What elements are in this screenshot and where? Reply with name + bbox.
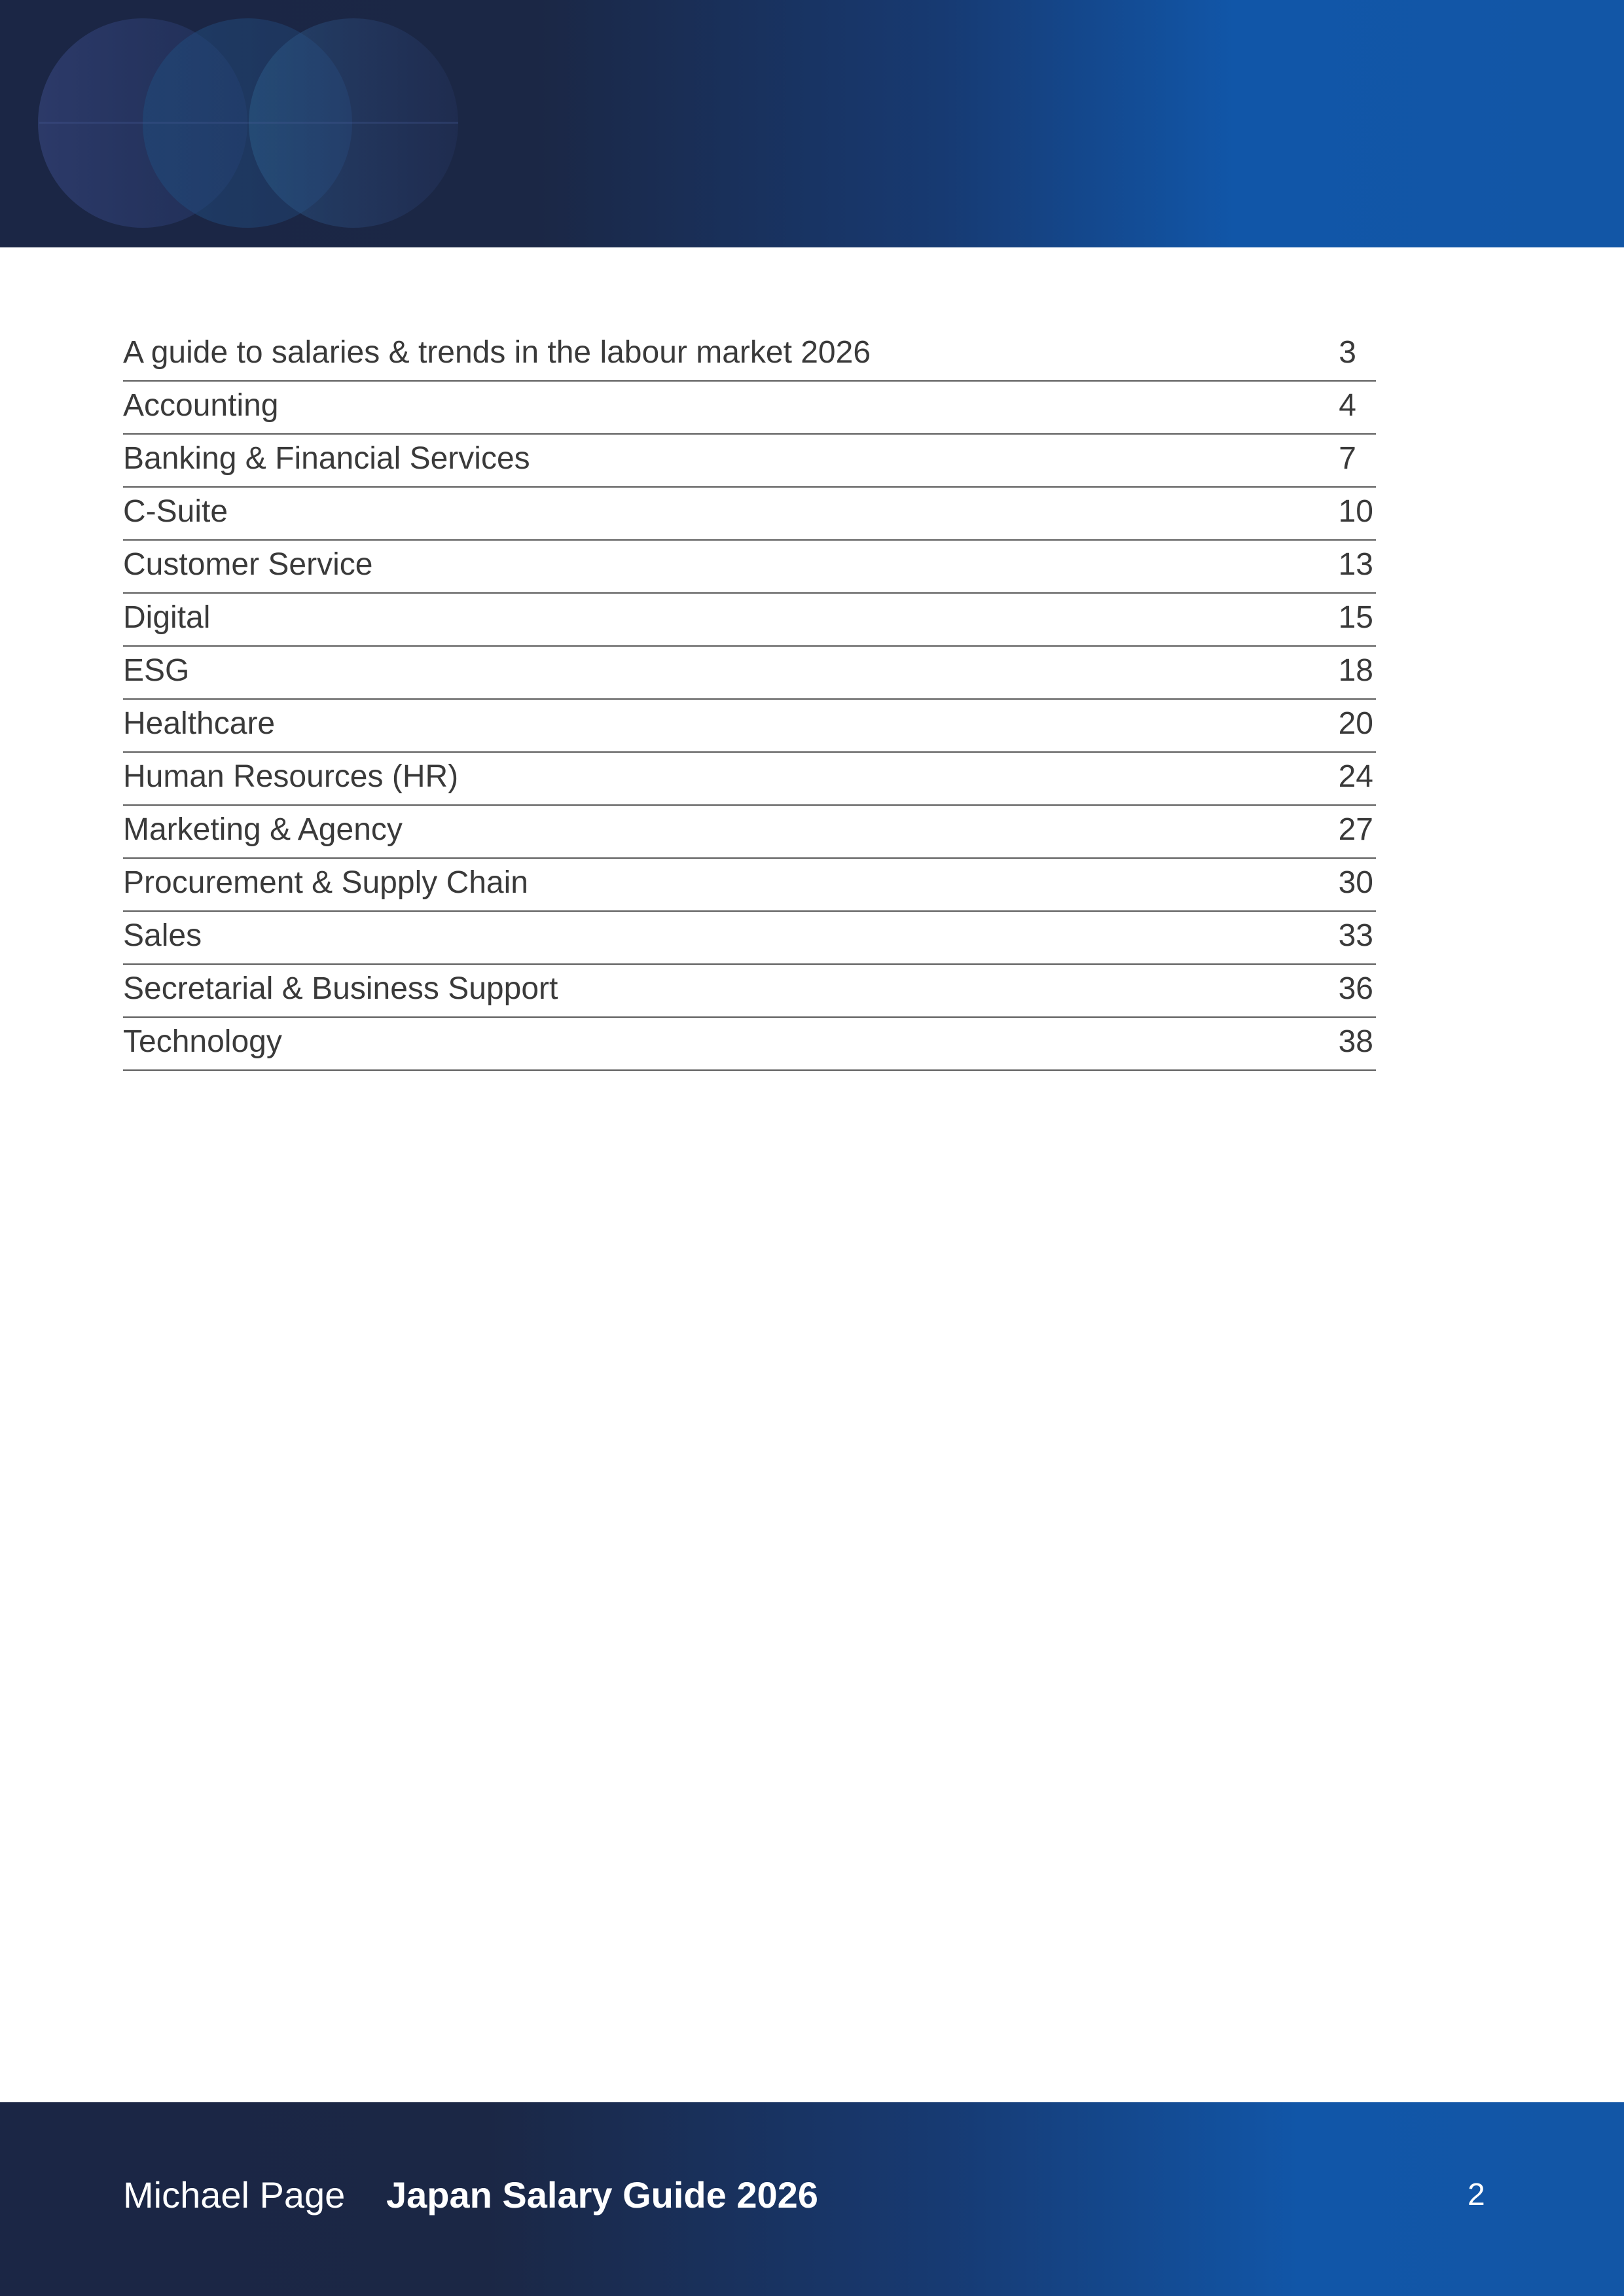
toc-entry-page: 33 xyxy=(1338,918,1373,953)
toc-entry-page: 4 xyxy=(1339,388,1356,423)
toc-row[interactable] xyxy=(123,753,1376,806)
toc-entry-title: Banking & Financial Services xyxy=(123,441,530,476)
toc-row[interactable] xyxy=(123,382,1376,435)
header-banner xyxy=(0,0,1624,247)
toc-row[interactable] xyxy=(123,912,1376,965)
toc-entry-title: Digital xyxy=(123,600,211,635)
toc-row[interactable] xyxy=(123,965,1376,1018)
toc-entry-page: 36 xyxy=(1338,971,1373,1006)
toc-entry-title: Human Resources (HR) xyxy=(123,759,459,794)
toc-entry-title: ESG xyxy=(123,653,190,688)
toc-entry-title: Sales xyxy=(123,918,202,953)
toc-entry-page: 24 xyxy=(1338,759,1373,794)
toc-entry-page: 27 xyxy=(1338,812,1373,847)
footer-bar xyxy=(0,2102,1624,2296)
toc-row[interactable] xyxy=(123,488,1376,541)
toc-entry-title: Technology xyxy=(123,1024,282,1059)
toc-entry-page: 3 xyxy=(1339,335,1356,370)
toc-entry-title: Marketing & Agency xyxy=(123,812,403,847)
toc-row[interactable] xyxy=(123,541,1376,594)
toc-entry-page: 18 xyxy=(1338,653,1373,688)
toc-entry-page: 20 xyxy=(1338,706,1373,741)
toc-entry-title: Healthcare xyxy=(123,706,276,741)
toc-entry-page: 10 xyxy=(1338,494,1373,529)
deco-line xyxy=(39,122,458,124)
toc-entry-title: Procurement & Supply Chain xyxy=(123,865,528,900)
toc-entry-page: 38 xyxy=(1338,1024,1373,1059)
toc-entry-title: Secretarial & Business Support xyxy=(123,971,558,1006)
toc-entry-page: 7 xyxy=(1339,441,1356,476)
toc-row[interactable] xyxy=(123,700,1376,753)
toc-entry-title: Customer Service xyxy=(123,547,373,582)
toc-row[interactable] xyxy=(123,594,1376,647)
toc-entry-page: 30 xyxy=(1338,865,1373,900)
footer-brand: Michael Page xyxy=(123,2174,346,2215)
toc-row[interactable] xyxy=(123,435,1376,488)
toc-row[interactable] xyxy=(123,329,1376,382)
toc-row[interactable] xyxy=(123,647,1376,700)
toc-entry-title: Accounting xyxy=(123,388,279,423)
toc-entry-title: A guide to salaries & trends in the labour market 2026 xyxy=(123,335,871,370)
toc-entry-page: 13 xyxy=(1338,547,1373,582)
header-circles-decoration xyxy=(0,0,1624,247)
footer-title: Japan Salary Guide 2026 xyxy=(386,2174,818,2215)
toc-row[interactable] xyxy=(123,859,1376,912)
table-of-contents xyxy=(123,329,1376,1071)
page-number: 2 xyxy=(1468,2178,1485,2212)
toc-row[interactable] xyxy=(123,1018,1376,1071)
toc-entry-page: 15 xyxy=(1338,600,1373,635)
toc-entry-title: C-Suite xyxy=(123,494,228,529)
toc-row[interactable] xyxy=(123,806,1376,859)
